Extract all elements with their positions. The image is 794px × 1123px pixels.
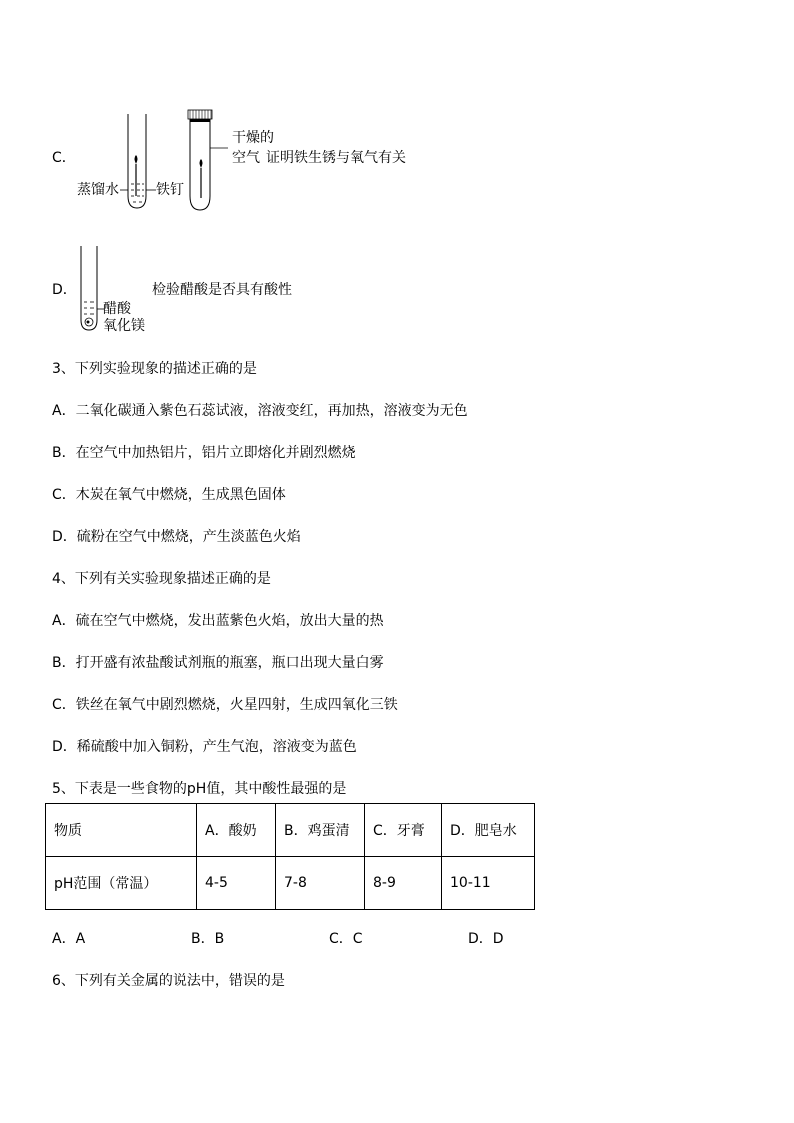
table-cell: 7-8 [276,857,365,910]
table-cell: B．鸡蛋清 [276,804,365,857]
table-row [46,857,535,910]
option-d-label: D． [52,282,77,298]
table-cell: C．牙膏 [365,804,442,857]
distilled-water-label: 蒸馏水 [77,182,119,198]
question-5-stem: 5、下表是一些食物的pH值，其中酸性最强的是 [52,781,347,797]
question-4-option-c: C．铁丝在氧气中剧烈燃烧，火星四射，生成四氧化三铁 [52,697,398,713]
question-4-option-b: B．打开盛有浓盐酸试剂瓶的瓶塞，瓶口出现大量白雾 [52,655,384,671]
table-cell: D．肥皂水 [442,804,535,857]
acetic-acid-label: 醋酸 [103,301,131,317]
question-5-answer-a: A．A [52,931,86,947]
question-5-answer-c: C．C [329,931,363,947]
question-4-stem: 4、下列有关实验现象描述正确的是 [52,571,271,587]
question-4-option-a: A．硫在空气中燃烧，发出蓝紫色火焰，放出大量的热 [52,613,384,629]
option-d-conclusion: 检验醋酸是否具有酸性 [152,282,292,298]
table-cell: A．酸奶 [197,804,276,857]
ph-table [45,803,535,910]
table-cell: 8-9 [365,857,442,910]
table-cell: pH范围（常温） [46,857,197,910]
question-3-option-a: A．二氧化碳通入紫色石蕊试液，溶液变红，再加热，溶液变为无色 [52,403,468,419]
option-c-conclusion: 证明铁生锈与氧气有关 [266,150,406,166]
question-3-option-b: B．在空气中加热铝片，铝片立即熔化并剧烈燃烧 [52,445,356,461]
table-cell: 物质 [46,804,197,857]
question-3-stem: 3、下列实验现象的描述正确的是 [52,361,257,377]
question-4-option-d: D．稀硫酸中加入铜粉，产生气泡，溶液变为蓝色 [52,739,357,755]
iron-nail-label: 铁钉 [156,182,184,198]
dry-air-label-line1: 干燥的 [232,130,274,146]
dry-air-label-line2: 空气 [232,150,260,166]
question-3-option-d: D．硫粉在空气中燃烧，产生淡蓝色火焰 [52,529,301,545]
question-5-answer-d: D．D [468,931,504,947]
table-cell: 10-11 [442,857,535,910]
question-5-answer-b: B．B [191,931,225,947]
magnesium-oxide-label: 氧化镁 [103,318,145,334]
question-3-option-c: C．木炭在氧气中燃烧，生成黑色固体 [52,487,286,503]
question-6-stem: 6、下列有关金属的说法中，错误的是 [52,973,285,989]
option-c-label: C． [52,150,76,166]
table-header-row [46,804,535,857]
table-cell: 4-5 [197,857,276,910]
